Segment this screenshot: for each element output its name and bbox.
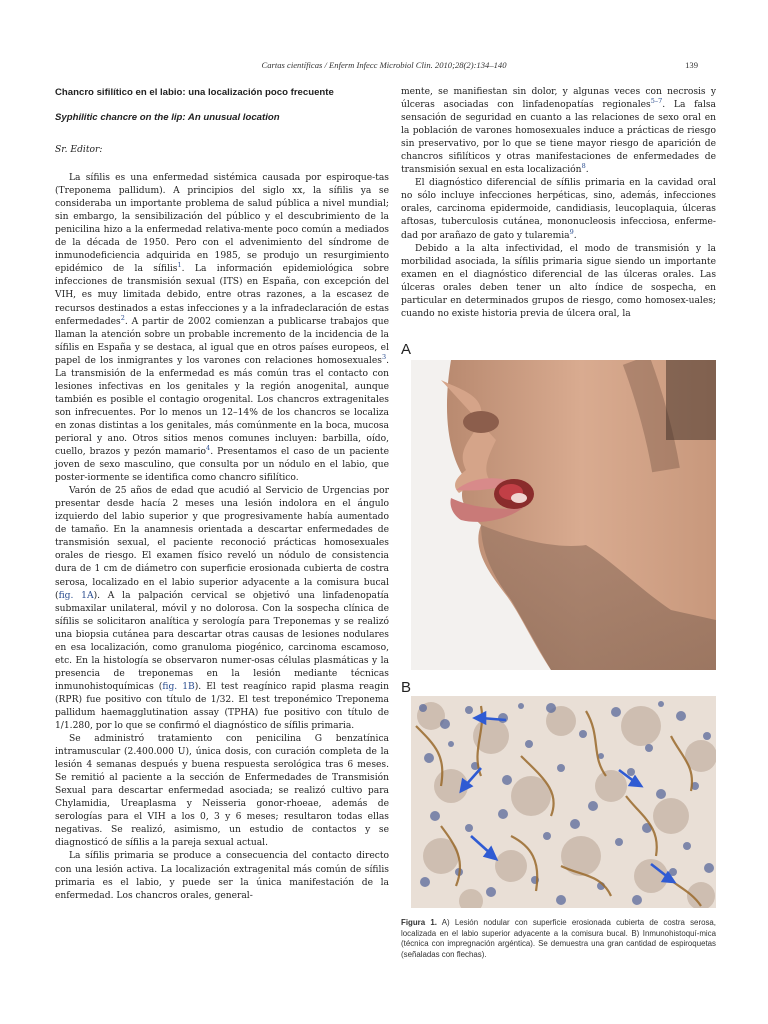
citation-link[interactable]: 4 bbox=[206, 443, 211, 452]
figure-link[interactable]: fig. 1B bbox=[162, 681, 195, 692]
salutation: Sr. Editor: bbox=[55, 145, 103, 155]
paragraph-discussion: La sífilis primaria se produce a consecuencia del contacto directo con una lesión activa. La localización extragenital más común de sífilis primaria es el labio, y puede ser la única manifestación de la enfermedad. Los chancros orales, general- bbox=[55, 851, 389, 901]
journal-citation: Cartas científicas / Enferm Infecc Microbiol Clin. 2010;28(2):134–140 bbox=[261, 60, 507, 70]
citation-link[interactable]: 3 bbox=[381, 352, 387, 361]
paragraph-continued: mente, se manifiestan sin dolor, y algunas veces con necrosis y úlceras asociadas con linfadenopatías regionales$^{5-7}$. La falsa sensación de seguridad en cuanto a las relaciones de sexo oral en la población de varones homosexuales induce a prácticas de riesgo sin preservativo, por lo que se tiene mayor riesgo de aparición de chancros sifilíticos y otras manifestaciones de enfermedades de transmisión sexual en esta localización$^8$. bbox=[401, 87, 716, 176]
paragraph-intro: La sífilis es una enfermedad sistémica causada por espiroque-tas (Treponema pallidum). A principios del siglo xx, la sífilis ya se consideraba un importante problema de salud pública a nivel mundial; sin embargo, la sensibilización del público y el descubrimiento de la penicilina hizo a la enfermedad relativa-mente poco común a mediados de la década de 1950. Pero con el advenimiento del síndrome de inmunodeficiencia adquirida en 1985, se produjo un resurgimiento epidémico de la sífilis$^1$. La información epidemiológica sobre infecciones de transmisión sexual (ITS) en España, con excepción del VIH, es muy limitada debido, entre otras razones, a la escasez de recursos destinados a estas infecciones y a la infradeclaración de estas enfermedades$^2$. A partir de 2002 comienzan a publicarse trabajos que llaman la atención sobre un probable incremento de la incidencia de la sífilis en España y se destaca, al igual que en otros países europeos, el papel de los inmigrantes y los varones con relaciones homosexuales$^3$. La transmisión de la enfermedad es más común tras el contacto con lesiones infectivas en los genitales y la región anogenital, aunque también es posible el contagio orogenital. Los chancros extragenitales son infrecuentes. Por lo menos un 12–14% de los chancros se localiza en zonas distintas a los genitales, más comúnmente en la boca, mucosa perioral y ano. Otros sitios menos comunes incluyen: barbilla, oído, cuello, brazos y pezón mamario$^4$. Presentamos el caso de un paciente joven de sexo masculino, que consulta por un nódulo en el labio, que poster-iormente se identifica como chancro sifilítico. bbox=[55, 173, 389, 484]
citation-link[interactable]: 8 bbox=[581, 162, 586, 171]
article-title-english: Syphilitic chancre on the lip: An unusual location bbox=[55, 112, 280, 123]
figure-label-a: A bbox=[401, 341, 412, 358]
left-column bbox=[55, 86, 389, 903]
citation-link[interactable]: 2 bbox=[120, 313, 125, 322]
paragraph-conclusion: Debido a la alta infectividad, el modo de transmisión y la morbilidad asociada, la sífilis primaria sigue siendo un importante examen en el diagnóstico diferencial de las úlceras orales. Las úlceras orales deben tener un alto índice de sospecha, en particular en determinados grupos de riesgo, como homosex-uales; cuando no existe historia previa de úlcera oral, la bbox=[401, 243, 716, 319]
micrograph-illustration bbox=[411, 696, 716, 908]
figure-link[interactable]: fig. 1A bbox=[58, 590, 94, 601]
clinical-photo bbox=[411, 360, 716, 670]
running-header bbox=[0, 60, 768, 74]
citation-link[interactable]: 5–7 bbox=[650, 97, 663, 105]
right-column bbox=[401, 86, 716, 321]
paragraph-treatment: Se administró tratamiento con penicilina G benzatínica intramuscular (2.400.000 U), única dosis, con curación completa de la lesión 4 semanas después y buena respuesta serológica tras 6 meses. Se remitió al paciente a la sección de Enfermedades de Transmisión Sexual para descartar enfermedad asociada; se realizó cultivo para Chylamidia, Ureaplasma y Neisseria gonor-rhoeae, además de serologías para el VIH a los 0, 3 y 6 meses; resultaron todas ellas negativas. Se realizó, asimismo, un estudio de contactos y se diagnosticó de sífilis a la pareja sexual actual. bbox=[55, 734, 389, 849]
citation-link[interactable]: 9 bbox=[569, 227, 574, 236]
figure-caption: Figura 1. A) Lesión nodular con superficie erosionada cubierta de costra serosa, localizada en el labio superior adyacente a la comisura bucal. B) Inmunohistoquí-mica (técnica con impregnación argéntica). Se demuestra una gran cantidad de espiroquetas (señaladas con flechas). bbox=[401, 918, 716, 959]
paragraph-differential: El diagnóstico diferencial de sífilis primaria en la cavidad oral no sólo incluye infecciones herpéticas, sino, además, infecciones orales, carcinoma epidermoide, candidiasis, leucoplaquia, úlceras aftosas, tuberculosis cutánea, mononucleosis infecciosa, enferme-dad por arañazo de gato y tularemia$^9$. bbox=[401, 178, 716, 241]
face-photo-illustration bbox=[411, 360, 716, 670]
citation-link[interactable]: 1 bbox=[177, 261, 182, 270]
page-number: 139 bbox=[685, 60, 698, 70]
histology-image bbox=[411, 696, 716, 908]
paragraph-case: Varón de 25 años de edad que acudió al Servicio de Urgencias por presentar desde hacía 2 meses una lesión indolora en el ángulo izquierdo del labio superior y que progresivamente había aumentado de tamaño. En la anamnesis orientada a descartar enfermedades de transmisión sexual, el paciente reconoció prácticas homosexuales orales de riesgo. El examen físico reveló un nódulo de consistencia dura de 1 cm de diámetro con superficie erosionada cubierta de costra serosa, localizado en el labio superior adyacente a la comisura bucal (fig. 1A). A la palpación cervical se objetivó una linfadenopatía submaxilar unilateral, móvil y no dolorosa. Con la sospecha clínica de sífilis se solicitaron analítica y serología para Treponemas y se realizó una biopsia cutánea para descartar otras causas de lesiones nodulares en esa localización, como granuloma piogénico, carcinoma escamoso, etc. En la histología se observaron numer-osas células plasmáticas y la presencia de treponemas en la lesión mediante técnicas inmunohistoquímicas (fig. 1B). El test reagínico rapid plasma reagin (RPR) fue positivo con título de 1/32. El test treponémico Treponema pallidum haemagglutination assay (TPHA) fue positivo con título de 1/1.280, por lo que se confirmó el diagnóstico de sífilis primaria. bbox=[55, 486, 389, 732]
article-title: Chancro sifilítico en el labio: una localización poco frecuente bbox=[55, 87, 334, 98]
figure-label-b: B bbox=[401, 679, 412, 696]
